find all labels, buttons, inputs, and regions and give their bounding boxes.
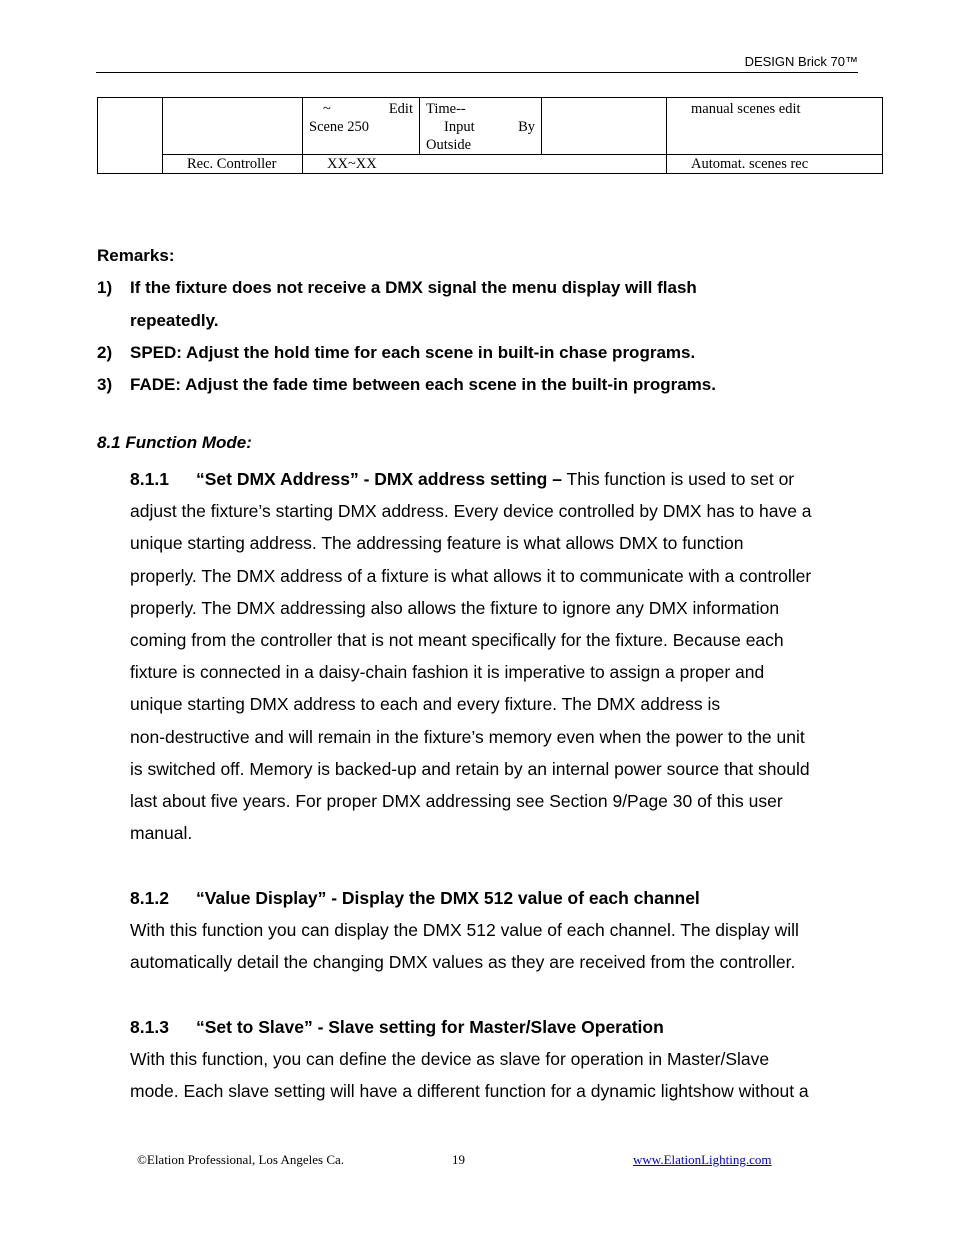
paragraph-line: With this function, you can define the device as slave for operation in Master/Slave <box>130 1049 770 1070</box>
subsection-heading: “Set to Slave” - Slave setting for Master/Slave Operation <box>196 1017 664 1037</box>
footer-page-number: 19 <box>452 1152 465 1167</box>
paragraph-line: non-destructive and will remain in the fixture’s memory even when the power to the unit <box>130 726 805 747</box>
list-text: SPED: Adjust the hold time for each scene in built-in chase programs. <box>130 342 696 362</box>
cell-text: XX~XX <box>327 156 377 172</box>
table-cell <box>420 98 542 155</box>
cell-text: Time-- <box>426 101 466 117</box>
paragraph-line: unique starting DMX address to each and every fixture. The DMX address is <box>130 694 721 715</box>
table-cell <box>667 155 883 174</box>
table-cell <box>98 98 163 174</box>
list-number: 3) <box>97 375 113 395</box>
table-cell <box>163 155 303 174</box>
subsection-number: 8.1.3 <box>130 1017 169 1037</box>
header-title: DESIGN Brick 70™ <box>744 54 858 69</box>
cell-text: Scene 250 <box>309 119 369 135</box>
subsection-heading: “Set DMX Address” - DMX address setting – <box>196 469 562 489</box>
cell-text: By <box>518 119 535 135</box>
paragraph-line: With this function you can display the DMX 512 value of each channel. The display will <box>130 920 799 941</box>
subsection-number: 8.1.1 <box>130 469 169 489</box>
section-title: 8.1 Function Mode: <box>97 433 252 452</box>
subsection-8-1-3 <box>130 1011 870 1108</box>
table-cell <box>667 98 883 155</box>
list-number: 2) <box>97 342 113 362</box>
cell-text: Rec. Controller <box>187 156 277 172</box>
paragraph-line: adjust the fixture’s starting DMX address. Every device controlled by DMX has to have a <box>130 501 812 522</box>
list-item <box>97 369 857 401</box>
paragraph-line: This function is used to set or <box>561 469 795 489</box>
cell-text: ~ <box>323 101 331 117</box>
list-text: repeatedly. <box>130 310 219 330</box>
menu-table <box>97 97 883 174</box>
list-text: If the fixture does not receive a DMX signal the menu display will flash <box>130 278 697 298</box>
table-cell <box>303 98 420 155</box>
paragraph-line: properly. The DMX addressing also allows the fixture to ignore any DMX information <box>130 597 780 618</box>
list-text: FADE: Adjust the fade time between each scene in the built-in programs. <box>130 375 716 395</box>
remarks-block <box>97 240 857 401</box>
paragraph-line: last about five years. For proper DMX addressing see Section 9/Page 30 of this user <box>130 791 783 812</box>
table-row <box>98 98 883 155</box>
cell-text: manual scenes edit <box>691 101 801 117</box>
paragraph-line: is switched off. Memory is backed-up and retain by an internal power source that should <box>130 758 810 779</box>
cell-text: Input <box>444 119 475 135</box>
footer-copyright: ©Elation Professional, Los Angeles Ca. <box>137 1152 345 1167</box>
subsection-8-1-1 <box>130 463 870 849</box>
paragraph-line: manual. <box>130 823 193 844</box>
subsection-heading: “Value Display” - Display the DMX 512 value of each channel <box>196 888 700 908</box>
cell-text: Edit <box>388 101 413 117</box>
list-item <box>97 272 857 337</box>
paragraph-line: automatically detail the changing DMX values as they are received from the controller. <box>130 952 796 973</box>
paragraph-line: fixture is connected in a daisy-chain fashion it is imperative to assign a proper and <box>130 662 765 683</box>
paragraph-line: mode. Each slave setting will have a different function for a dynamic lightshow without a <box>130 1081 809 1102</box>
remarks-title: Remarks: <box>97 246 175 265</box>
table-row <box>98 155 883 174</box>
list-item <box>97 337 857 369</box>
table-cell <box>303 155 667 174</box>
table-cell <box>163 98 303 155</box>
paragraph-line: coming from the controller that is not meant specifically for the fixture. Because each <box>130 630 784 651</box>
cell-text: Automat. scenes rec <box>691 156 809 172</box>
cell-text: Outside <box>426 137 472 153</box>
paragraph-line: unique starting address. The addressing feature is what allows DMX to function <box>130 533 744 554</box>
subsection-number: 8.1.2 <box>130 888 169 908</box>
footer-website-link[interactable]: www.ElationLighting.com <box>633 1152 772 1167</box>
subsection-8-1-2 <box>130 882 870 979</box>
page-header <box>96 52 858 73</box>
table-cell <box>542 98 667 155</box>
paragraph-line: properly. The DMX address of a fixture is what allows it to communicate with a controller <box>130 565 812 586</box>
list-number: 1) <box>97 278 113 298</box>
